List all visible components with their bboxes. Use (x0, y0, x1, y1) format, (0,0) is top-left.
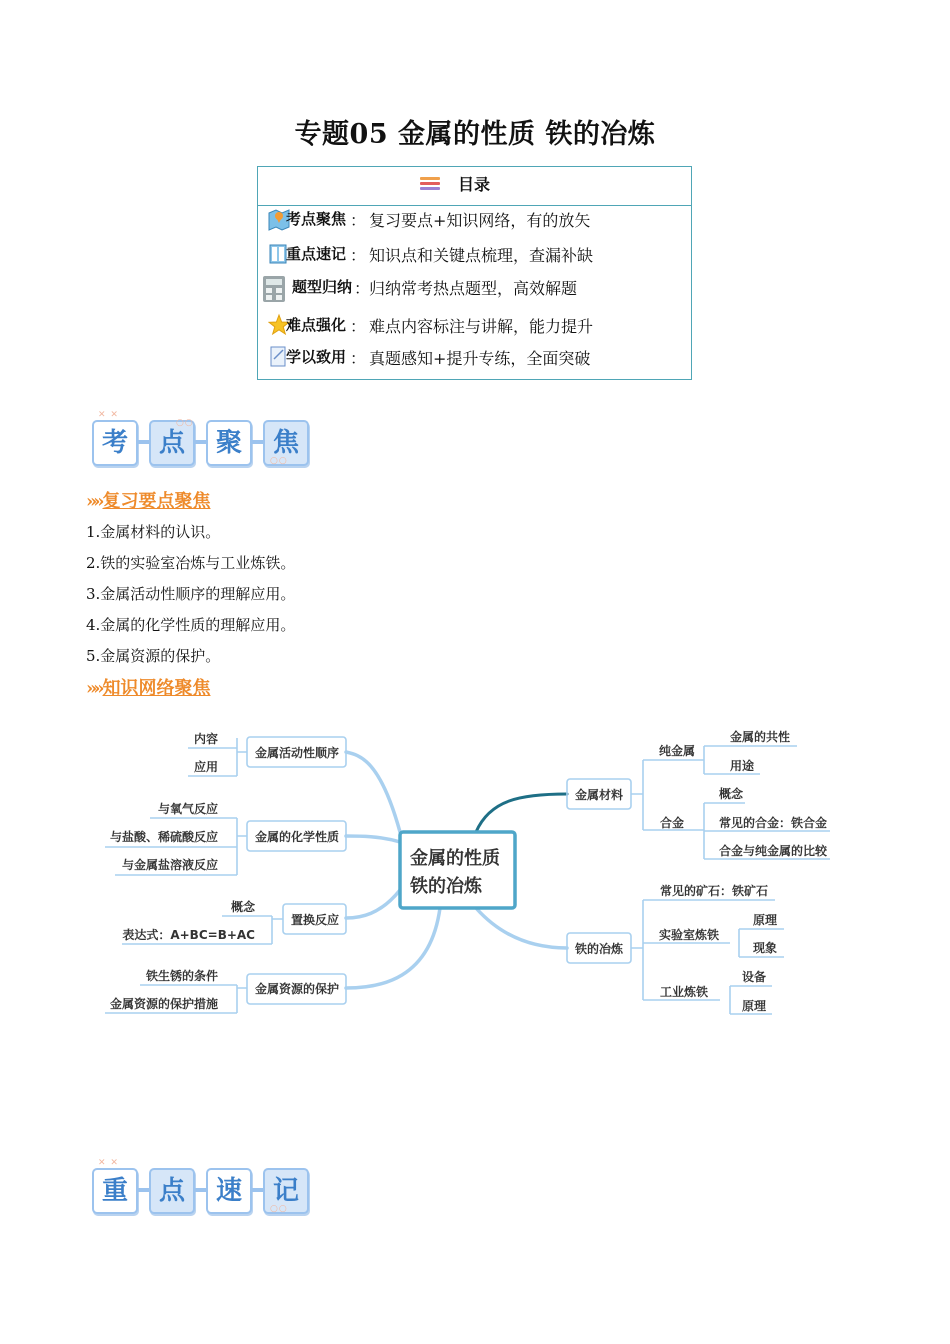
mindmap-leaf: 与氧气反应 (157, 802, 218, 816)
toc-label: 题型归纳 (292, 278, 353, 296)
list-item: 1.金属材料的认识。 (86, 523, 221, 541)
toc-label: 考点聚焦 (286, 210, 347, 228)
toc-title: 目录 (458, 175, 491, 194)
toc-label: 难点强化 (286, 316, 347, 334)
list-item: 4.金属的化学性质的理解应用。 (86, 616, 296, 634)
mindmap-leaf: 与金属盐溶液反应 (121, 858, 218, 872)
mindmap-leaf: 表达式：A+BC=B+AC (122, 928, 255, 942)
mindmap-node: 工业炼铁 (660, 985, 709, 999)
decor-dots: ✕ ✕ (98, 1158, 119, 1168)
mindmap-leaf: 概念 (719, 787, 744, 801)
badge-char: 焦 (263, 420, 309, 466)
mindmap-leaf: 原理 (742, 999, 767, 1013)
mindmap-leaf: 原理 (753, 913, 778, 927)
mindmap-leaf: 应用 (193, 760, 218, 774)
mindmap-leaf: 概念 (230, 900, 255, 914)
decor-dots: ○○ (270, 1204, 288, 1214)
mindmap-node: 合金 (660, 816, 685, 830)
mindmap-leaf: 铁生锈的条件 (145, 969, 218, 983)
badge-connector (251, 1188, 263, 1192)
decor-dots: ○○ (176, 418, 194, 428)
mindmap-leaf: 内容 (193, 732, 218, 746)
mindmap-node: 金属资源的保护 (255, 982, 340, 996)
mindmap-center-line2: 铁的冶炼 (410, 876, 482, 897)
mindmap-leaf: 现象 (753, 941, 778, 955)
section-heading-review: »» 复习要点聚焦 (86, 491, 211, 512)
mindmap-leaf: 合金与纯金属的比较 (719, 844, 828, 858)
mindmap-leaf: 用途 (730, 759, 755, 773)
toc-label: 学以致用 (286, 348, 347, 366)
mindmap-node: 金属材料 (575, 788, 624, 802)
mindmap-node: 金属的化学性质 (255, 830, 340, 844)
section-badge-zhongdiansuji (90, 1158, 320, 1220)
badge-char: 速 (206, 1168, 252, 1214)
mindmap-node: 铁的冶炼 (575, 942, 624, 956)
mindmap-node: 实验室炼铁 (659, 928, 720, 942)
table-of-contents: 目录 考点聚焦 ： 复习要点+知识网络，有的放矢 重点速记 ： 知识点和关键点梳理，查漏补缺 题型归纳 ： 归纳常考热点题型，高效解题 难点强化 ： 难点内容标注与讲解，能力提升 学以致用 ： 真题感知+提升专练，全面突破 (257, 166, 692, 380)
mindmap-node: 置换反应 (291, 913, 340, 927)
mindmap-leaf: 金属的共性 (730, 730, 791, 744)
decor-dots: ○○ (270, 456, 288, 466)
list-item: 5.金属资源的保护。 (86, 647, 221, 665)
toc-label: 重点速记 (286, 245, 347, 263)
mindmap-node: 常见的矿石：铁矿石 (660, 884, 769, 898)
badge-char: 点 (149, 420, 195, 466)
badge-connector (137, 1188, 149, 1192)
mindmap-leaf: 金属资源的保护措施 (109, 997, 218, 1011)
mindmap-node: 纯金属 (659, 744, 696, 758)
mindmap-leaf: 常见的合金：铁合金 (719, 816, 828, 830)
mindmap-leaf: 与盐酸、稀硫酸反应 (109, 830, 218, 844)
badge-connector (194, 1188, 206, 1192)
mindmap-leaf: 设备 (742, 970, 767, 984)
badge-char: 点 (149, 1168, 195, 1214)
double-chevron-icon: »» (86, 491, 101, 512)
list-item: 3.金属活动性顺序的理解应用。 (86, 585, 296, 603)
list-item: 2.铁的实验室冶炼与工业炼铁。 (86, 554, 296, 572)
badge-char: 考 (92, 420, 138, 466)
badge-char: 记 (263, 1168, 309, 1214)
decor-dots: ✕ ✕ (98, 410, 119, 420)
mindmap-center-line1: 金属的性质 (410, 848, 500, 869)
page-title: 专题05 金属的性质 铁的冶炼 (294, 119, 656, 150)
mindmap-node: 金属活动性顺序 (255, 746, 340, 760)
badge-char: 聚 (206, 420, 252, 466)
section-heading-network: »» 知识网络聚焦 (86, 678, 211, 699)
badge-char: 重 (92, 1168, 138, 1214)
double-chevron-icon: »» (86, 678, 101, 699)
